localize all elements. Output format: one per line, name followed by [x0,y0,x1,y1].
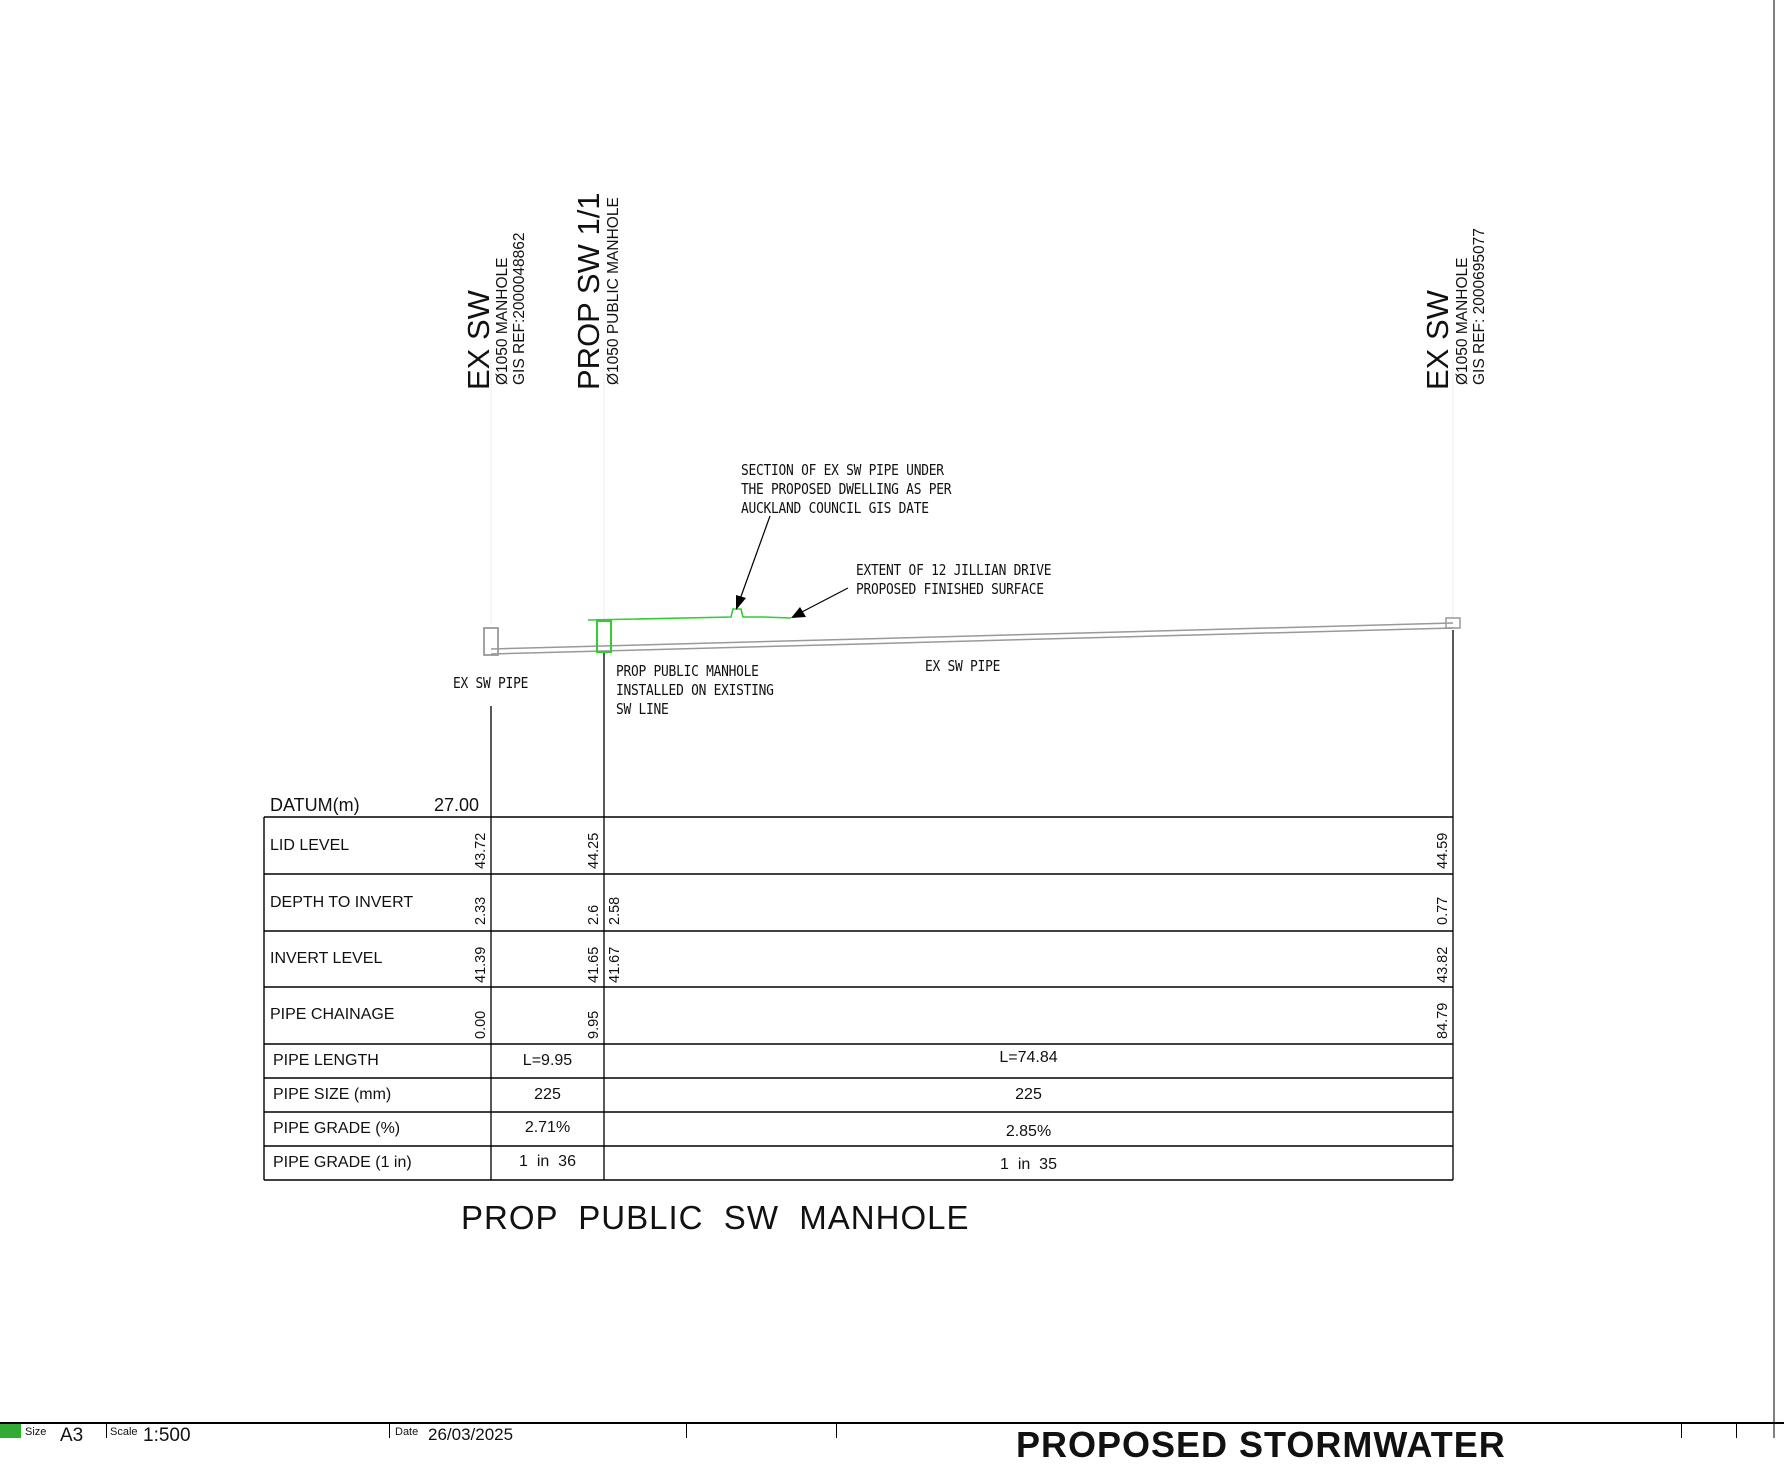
pipe-grade-ratio-seg2: 1 in 35 [1000,1156,1057,1173]
lid-level-value: 44.59 [1435,832,1451,869]
header-right-line2: GIS REF: 2000695077 [1471,228,1488,385]
row-label-depth-to-invert: DEPTH TO INVERT [270,894,414,911]
pipe-size-seg2: 225 [1015,1086,1042,1103]
pipe-chainage-value: 84.79 [1435,1002,1451,1039]
leader-extent-note [798,588,848,614]
title-block [0,1422,1784,1465]
pipe-chainage-value: 9.95 [586,1010,602,1039]
row-label-pipe-chainage: PIPE CHAINAGE [270,1006,395,1023]
note-section-ex-sw-pipe: SECTION OF EX SW PIPE UNDER THE PROPOSED DWELLING AS PER AUCKLAND COUNCIL GIS DATE [741,461,952,517]
row-label-pipe-size: PIPE SIZE (mm) [273,1086,392,1103]
proposed-finished-surface [588,609,791,620]
pipe-grade-ratio-seg1: 1 in 36 [519,1153,576,1170]
label-ex-sw-pipe-right: EX SW PIPE [925,657,1001,675]
pipe-length-seg1: L=9.95 [522,1052,573,1069]
header-left-line2: GIS REF:2000048862 [511,232,528,385]
depth-to-invert-value: 0.77 [1435,896,1451,925]
size-label: Size [25,1426,47,1438]
depth-to-invert-value: 2.58 [607,896,623,925]
date-label: Date [395,1426,419,1438]
status-swatch [0,1424,21,1438]
depth-to-invert-value: 2.33 [473,896,489,925]
note-prop-public-manhole: PROP PUBLIC MANHOLE INSTALLED ON EXISTING SW LINE [616,662,774,718]
datum-label: DATUM(m) [270,795,360,815]
invert-level-value: 41.67 [607,946,623,983]
row-label-pipe-length: PIPE LENGTH [273,1052,379,1069]
leader-section-note [739,516,770,602]
lid-level-value: 43.72 [473,832,489,869]
date-value: 26/03/2025 [428,1425,514,1444]
row-label-lid-level: LID LEVEL [270,837,350,854]
size-value: A3 [60,1425,84,1446]
invert-level-value: 41.39 [473,946,489,983]
note-extent-finished-surface: EXTENT OF 12 JILLIAN DRIVE PROPOSED FINISHED SURFACE [856,561,1052,598]
drawing-caption: PROP PUBLIC SW MANHOLE [461,1199,970,1236]
row-label-pipe-grade-pct: PIPE GRADE (%) [273,1120,401,1137]
pipe-chainage-value: 0.00 [473,1010,489,1039]
pipe-grade-pct-seg2: 2.85% [1005,1123,1052,1140]
ex-sw-pipe-bottom [491,628,1453,654]
pipe-grade-pct-seg1: 2.71% [524,1119,571,1136]
scale-value: 1:500 [143,1425,191,1446]
row-label-invert-level: INVERT LEVEL [270,950,383,967]
invert-level-value: 43.82 [1435,946,1451,983]
arrow-head-section [736,595,746,610]
prop-sw-manhole [597,621,611,652]
arrow-head-extent [791,607,806,618]
row-label-pipe-grade-ratio: PIPE GRADE (1 in) [273,1154,412,1171]
ex-sw-manhole-left [484,628,498,655]
header-left-line1: Ø1050 MANHOLE [494,257,511,385]
scale-label: Scale [110,1426,138,1438]
header-right-line1: Ø1050 MANHOLE [1454,257,1471,385]
pipe-size-seg1: 225 [534,1086,561,1103]
header-middle-line1: Ø1050 PUBLIC MANHOLE [605,197,622,385]
invert-level-value: 41.65 [586,946,602,983]
label-ex-sw-pipe-left: EX SW PIPE [453,674,529,692]
pipe-length-seg2: L=74.84 [999,1049,1058,1066]
lid-level-value: 44.25 [586,832,602,869]
depth-to-invert-value: 2.6 [586,904,602,925]
header-right-title: EX SW [1420,290,1455,390]
header-middle-title: PROP SW 1/1 [571,192,606,390]
drawing-title: PROPOSED STORMWATER [1016,1424,1506,1465]
ex-sw-pipe-top [491,623,1453,649]
datum-value: 27.00 [434,795,480,815]
header-left-title: EX SW [461,290,496,390]
